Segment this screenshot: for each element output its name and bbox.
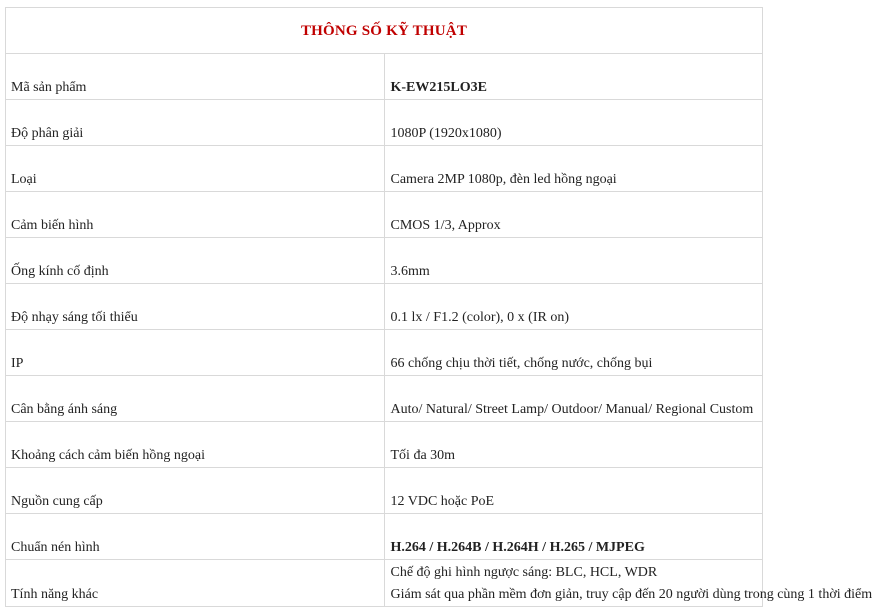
table-row xyxy=(6,54,763,100)
row-value: Camera 2MP 1080p, đèn led hồng ngoại xyxy=(384,146,763,192)
spec-table xyxy=(5,7,872,607)
table-row xyxy=(6,468,763,514)
table-row xyxy=(6,330,763,376)
row-label: Tính năng khác xyxy=(6,560,385,607)
row-label: Cân bằng ánh sáng xyxy=(6,376,385,422)
table-row xyxy=(6,514,763,560)
row-value: 0.1 lx / F1.2 (color), 0 x (IR on) xyxy=(384,284,763,330)
row-label: Nguồn cung cấp xyxy=(6,468,385,514)
row-value xyxy=(384,560,872,607)
feature-line: Giám sát qua phần mềm đơn giản, truy cập đến 20 người dùng trong cùng 1 thời điểm xyxy=(390,587,872,602)
row-label: Ống kính cố định xyxy=(6,238,385,284)
row-label: Độ phân giải xyxy=(6,100,385,146)
table-row xyxy=(6,238,763,284)
row-value: 1080P (1920x1080) xyxy=(384,100,763,146)
table-row xyxy=(6,376,763,422)
row-value: Auto/ Natural/ Street Lamp/ Outdoor/ Manual/ Regional Custom xyxy=(384,376,763,422)
row-label: Độ nhạy sáng tối thiểu xyxy=(6,284,385,330)
row-value: 12 VDC hoặc PoE xyxy=(384,468,763,514)
row-value: H.264 / H.264B / H.264H / H.265 / MJPEG xyxy=(384,514,763,560)
row-value: K-EW215LO3E xyxy=(384,54,763,100)
table-row xyxy=(6,560,763,607)
table-row xyxy=(6,422,763,468)
table-row xyxy=(6,100,763,146)
row-label: Cảm biến hình xyxy=(6,192,385,238)
row-label: Chuẩn nén hình xyxy=(6,514,385,560)
row-label: IP xyxy=(6,330,385,376)
row-value: Tối đa 30m xyxy=(384,422,763,468)
table-row xyxy=(6,284,763,330)
table-title: THÔNG SỐ KỸ THUẬT xyxy=(6,8,763,54)
title-row xyxy=(6,8,763,54)
table-row xyxy=(6,192,763,238)
row-value: CMOS 1/3, Approx xyxy=(384,192,763,238)
row-label: Loại xyxy=(6,146,385,192)
feature-line: Chế độ ghi hình ngược sáng: BLC, HCL, WDR xyxy=(390,565,658,580)
row-value: 66 chống chịu thời tiết, chống nước, chống bụi xyxy=(384,330,763,376)
row-label: Khoảng cách cảm biến hồng ngoại xyxy=(6,422,385,468)
row-value: 3.6mm xyxy=(384,238,763,284)
table-row xyxy=(6,146,763,192)
row-label: Mã sản phẩm xyxy=(6,54,385,100)
